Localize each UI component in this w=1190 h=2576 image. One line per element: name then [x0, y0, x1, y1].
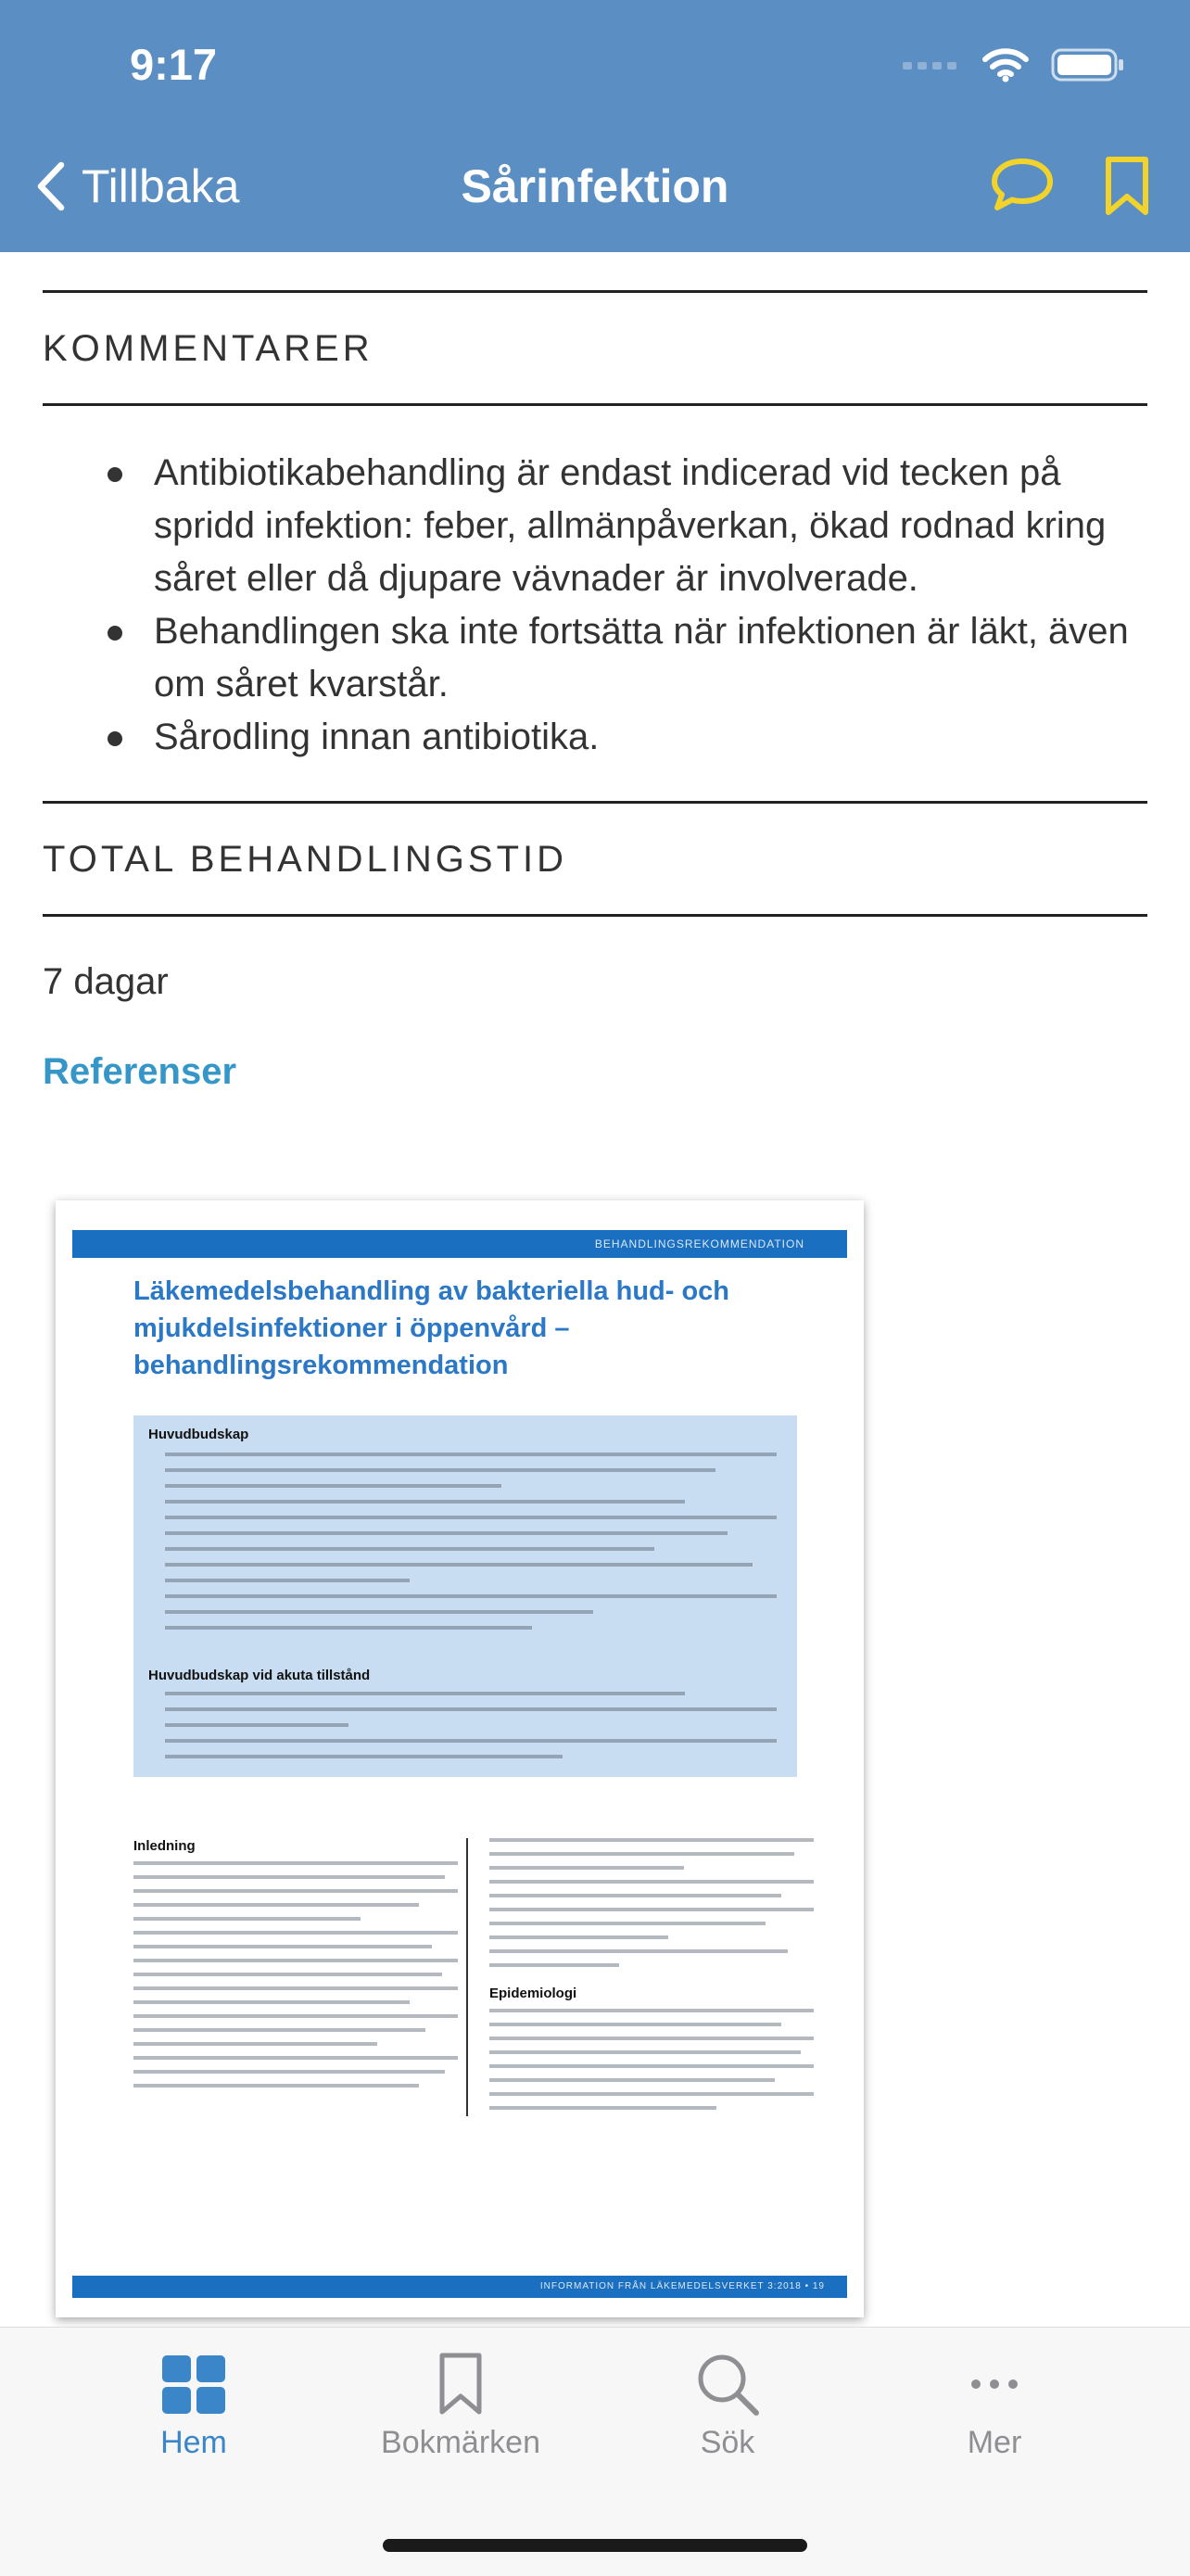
- page-title: Sårinfektion: [461, 160, 729, 212]
- references-link[interactable]: Referenser: [43, 1051, 237, 1092]
- document-text-lines: [489, 1838, 814, 1967]
- list-item: Sårodling innan antibiotika.: [43, 711, 1147, 764]
- document-footer-band: INFORMATION FRÅN LÄKEMEDELSVERKET 3:2018 • 19: [72, 2276, 847, 2298]
- list-item: Antibiotikabehandling är endast indicerad vid tecken på spridd infektion: feber, allmänpåverkan, ökad rodnad kring såret eller då djupare vävnader är involverade.: [43, 447, 1147, 605]
- status-icons: [903, 46, 1125, 83]
- comments-heading: KOMMENTARER: [43, 328, 373, 369]
- status-time: 9:17: [130, 40, 218, 89]
- document-column-left: [133, 1838, 458, 2098]
- reference-document-image[interactable]: [56, 1200, 864, 2317]
- tab-bookmarks[interactable]: [359, 2352, 563, 2461]
- grid-icon: [159, 2352, 228, 2417]
- battery-icon: [1051, 46, 1125, 83]
- document-column-heading: Epidemiologi: [489, 1986, 577, 2001]
- navigation-header: [0, 0, 1190, 252]
- document-text-lines: [489, 2009, 814, 2110]
- back-label: Tillbaka: [82, 160, 240, 212]
- wifi-icon: [982, 47, 1029, 82]
- comment-button[interactable]: [990, 156, 1055, 222]
- bookmark-button[interactable]: [1101, 156, 1153, 222]
- back-button[interactable]: [33, 159, 239, 213]
- tab-search[interactable]: [626, 2352, 829, 2461]
- comment-list: [43, 406, 1147, 801]
- bookmark-icon: [1101, 156, 1153, 217]
- document-summary-box: [133, 1415, 797, 1777]
- home-indicator: [383, 2539, 807, 2552]
- document-column-divider: [466, 1838, 468, 2116]
- tab-label: Bokmärken: [381, 2425, 540, 2460]
- duration-heading: TOTAL BEHANDLINGSTID: [43, 839, 568, 880]
- document-text-lines: [165, 1453, 777, 1642]
- tab-bar: [0, 2327, 1190, 2576]
- chevron-left-icon: [33, 159, 67, 213]
- document-box-heading: Huvudbudskap vid akuta tillstånd: [148, 1668, 371, 1683]
- speech-bubble-icon: [990, 156, 1055, 213]
- search-icon: [695, 2352, 760, 2417]
- document-text-lines: [133, 1861, 458, 2087]
- tab-more[interactable]: [892, 2352, 1096, 2461]
- document-box-heading: Huvudbudskap: [148, 1427, 249, 1442]
- nav-actions: [990, 156, 1153, 222]
- tab-label: Mer: [967, 2425, 1022, 2460]
- bookmark-icon: [433, 2352, 488, 2417]
- list-item: Behandlingen ska inte fortsätta när infektionen är läkt, även om såret kvarstår.: [43, 605, 1147, 711]
- duration-value: 7 dagar: [43, 961, 169, 1002]
- tab-label: Sök: [700, 2425, 755, 2460]
- document-header-band: BEHANDLINGSREKOMMENDATION: [72, 1230, 847, 1258]
- content-area: [43, 252, 1147, 1093]
- document-title: Läkemedelsbehandling av bakteriella hud- och mjukdelsinfektioner i öppenvård – behandlingsrekommendation: [133, 1276, 730, 1380]
- document-column-heading: Inledning: [133, 1838, 196, 1854]
- tab-home[interactable]: [92, 2352, 296, 2461]
- document-column-right: [489, 1838, 814, 2120]
- tab-label: Hem: [160, 2425, 227, 2460]
- ellipsis-icon: [962, 2352, 1027, 2417]
- cellular-signal-icon: [903, 58, 960, 71]
- document-text-lines: [165, 1692, 777, 1770]
